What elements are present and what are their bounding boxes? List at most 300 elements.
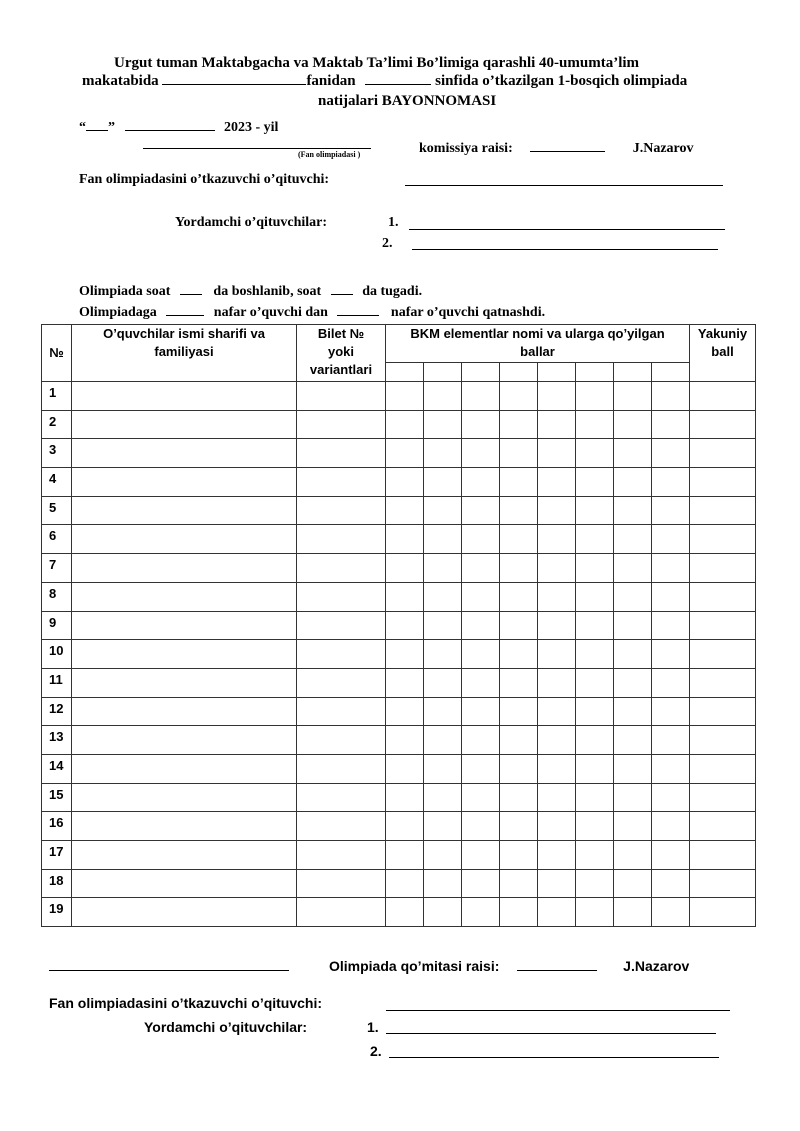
element-cell-4[interactable]	[500, 439, 538, 468]
subject-blank[interactable]	[162, 70, 306, 85]
element-cell-4[interactable]	[500, 496, 538, 525]
element-cell-8[interactable]	[652, 812, 690, 841]
ticket-cell[interactable]	[297, 410, 386, 439]
element-cell-1[interactable]	[386, 869, 424, 898]
student-name-cell[interactable]	[72, 754, 297, 783]
element-cell-6[interactable]	[576, 898, 614, 927]
start-time-blank[interactable]	[180, 280, 202, 295]
element-cell-8[interactable]	[652, 841, 690, 870]
class-blank[interactable]	[365, 70, 431, 85]
student-name-cell[interactable]	[72, 410, 297, 439]
participants-middle: nafar o’quvchi dan	[213, 305, 328, 320]
element-cell-1[interactable]	[386, 668, 424, 697]
final-score-cell[interactable]	[690, 898, 756, 927]
row-number: 13	[42, 726, 72, 755]
element-cell-8[interactable]	[652, 554, 690, 583]
element-cell-1[interactable]	[386, 611, 424, 640]
element-cell-5[interactable]	[538, 697, 576, 726]
element-cell-7[interactable]	[614, 582, 652, 611]
footer-signature-blank[interactable]	[49, 970, 289, 971]
element-cell-5[interactable]	[538, 898, 576, 927]
final-score-cell[interactable]	[690, 611, 756, 640]
element-cell-2[interactable]	[424, 496, 462, 525]
ticket-cell[interactable]	[297, 726, 386, 755]
element-cell-2[interactable]	[424, 439, 462, 468]
element-cell-2[interactable]	[424, 468, 462, 497]
element-cell-7[interactable]	[614, 611, 652, 640]
title-school-text: makatabida	[82, 73, 159, 89]
teacher-blank[interactable]	[405, 185, 723, 186]
table-row	[42, 496, 756, 525]
commission-label: komissiya raisi:	[419, 141, 513, 156]
element-cell-2[interactable]	[424, 841, 462, 870]
student-name-cell[interactable]	[72, 382, 297, 411]
row-number: 4	[42, 468, 72, 497]
row-number: 16	[42, 812, 72, 841]
element-cell-8[interactable]	[652, 668, 690, 697]
commission-signature-blank[interactable]	[530, 137, 605, 152]
final-score-cell[interactable]	[690, 410, 756, 439]
student-name-cell[interactable]	[72, 697, 297, 726]
element-cell-3[interactable]	[462, 869, 500, 898]
element-cell-2[interactable]	[424, 640, 462, 669]
element-cell-6[interactable]	[576, 841, 614, 870]
element-cell-6[interactable]	[576, 812, 614, 841]
total-count-blank[interactable]	[166, 301, 204, 316]
element-cell-6[interactable]	[576, 640, 614, 669]
element-cell-1[interactable]	[386, 382, 424, 411]
col-header-number: №	[42, 325, 72, 382]
student-name-cell[interactable]	[72, 439, 297, 468]
element-cell-5[interactable]	[538, 869, 576, 898]
element-cell-4[interactable]	[500, 582, 538, 611]
final-score-cell[interactable]	[690, 582, 756, 611]
time-line	[79, 280, 422, 300]
student-name-cell[interactable]	[72, 496, 297, 525]
ticket-cell[interactable]	[297, 439, 386, 468]
element-cell-1[interactable]	[386, 754, 424, 783]
element-col-8	[652, 363, 690, 382]
element-cell-6[interactable]	[576, 468, 614, 497]
student-name-cell[interactable]	[72, 783, 297, 812]
final-score-cell[interactable]	[690, 754, 756, 783]
footer-committee-name: J.Nazarov	[623, 958, 690, 974]
element-cell-1[interactable]	[386, 898, 424, 927]
assistants-label: Yordamchi o’qituvchilar:	[175, 215, 328, 230]
element-cell-5[interactable]	[538, 640, 576, 669]
element-cell-7[interactable]	[614, 697, 652, 726]
element-cell-4[interactable]	[500, 468, 538, 497]
final-score-cell[interactable]	[690, 554, 756, 583]
element-cell-4[interactable]	[500, 754, 538, 783]
element-cell-3[interactable]	[462, 410, 500, 439]
element-cell-3[interactable]	[462, 697, 500, 726]
student-name-cell[interactable]	[72, 812, 297, 841]
element-cell-5[interactable]	[538, 754, 576, 783]
element-cell-7[interactable]	[614, 496, 652, 525]
element-cell-3[interactable]	[462, 611, 500, 640]
element-col-7	[614, 363, 652, 382]
element-cell-2[interactable]	[424, 525, 462, 554]
date-year: 2023 - yil	[224, 120, 279, 135]
assistant-2-blank[interactable]	[412, 249, 718, 250]
element-cell-2[interactable]	[424, 783, 462, 812]
final-score-cell[interactable]	[690, 783, 756, 812]
element-cell-6[interactable]	[576, 554, 614, 583]
element-col-3	[462, 363, 500, 382]
row-number: 12	[42, 697, 72, 726]
element-cell-2[interactable]	[424, 898, 462, 927]
element-cell-2[interactable]	[424, 869, 462, 898]
element-cell-7[interactable]	[614, 468, 652, 497]
student-name-cell[interactable]	[72, 582, 297, 611]
row-number: 6	[42, 525, 72, 554]
element-cell-3[interactable]	[462, 898, 500, 927]
element-cell-6[interactable]	[576, 496, 614, 525]
time-middle-label: da boshlanib, soat	[213, 284, 322, 299]
element-cell-3[interactable]	[462, 783, 500, 812]
element-cell-4[interactable]	[500, 783, 538, 812]
element-cell-6[interactable]	[576, 697, 614, 726]
final-score-cell[interactable]	[690, 382, 756, 411]
element-cell-2[interactable]	[424, 754, 462, 783]
row-number: 2	[42, 410, 72, 439]
element-cell-4[interactable]	[500, 382, 538, 411]
element-cell-3[interactable]	[462, 496, 500, 525]
element-cell-5[interactable]	[538, 554, 576, 583]
element-cell-5[interactable]	[538, 582, 576, 611]
footer-assistant-2-blank[interactable]	[389, 1057, 719, 1058]
teacher-label: Fan olimpiadasini o’tkazuvchi o’qituvchi:	[79, 172, 330, 187]
element-cell-5[interactable]	[538, 525, 576, 554]
element-cell-6[interactable]	[576, 783, 614, 812]
footer-assistants-label: Yordamchi o’qituvchilar:	[144, 1019, 308, 1035]
element-cell-3[interactable]	[462, 640, 500, 669]
final-score-cell[interactable]	[690, 640, 756, 669]
final-score-cell[interactable]	[690, 668, 756, 697]
element-cell-4[interactable]	[500, 726, 538, 755]
element-cell-5[interactable]	[538, 812, 576, 841]
participants-end: nafar o’quvchi qatnashdi.	[390, 305, 546, 320]
element-cell-5[interactable]	[538, 439, 576, 468]
element-cell-5[interactable]	[538, 410, 576, 439]
final-score-cell[interactable]	[690, 439, 756, 468]
element-cell-3[interactable]	[462, 668, 500, 697]
ticket-cell[interactable]	[297, 754, 386, 783]
student-name-cell[interactable]	[72, 611, 297, 640]
element-cell-5[interactable]	[538, 611, 576, 640]
table-row	[42, 439, 756, 468]
final-score-cell[interactable]	[690, 841, 756, 870]
footer-assistant-2-number: 2.	[370, 1043, 382, 1059]
row-number: 8	[42, 582, 72, 611]
month-blank[interactable]	[125, 116, 215, 131]
row-number: 9	[42, 611, 72, 640]
element-cell-7[interactable]	[614, 812, 652, 841]
ticket-cell[interactable]	[297, 382, 386, 411]
table-row	[42, 841, 756, 870]
element-cell-6[interactable]	[576, 611, 614, 640]
ticket-cell[interactable]	[297, 496, 386, 525]
element-cell-6[interactable]	[576, 668, 614, 697]
element-cell-3[interactable]	[462, 439, 500, 468]
element-cell-1[interactable]	[386, 726, 424, 755]
day-blank[interactable]	[86, 116, 108, 131]
element-cell-4[interactable]	[500, 697, 538, 726]
assistant-1-number: 1.	[388, 215, 399, 230]
element-cell-7[interactable]	[614, 640, 652, 669]
element-cell-6[interactable]	[576, 869, 614, 898]
date-line	[79, 116, 278, 136]
table-row	[42, 410, 756, 439]
element-cell-5[interactable]	[538, 841, 576, 870]
student-name-cell[interactable]	[72, 640, 297, 669]
element-col-4	[500, 363, 538, 382]
element-cell-4[interactable]	[500, 640, 538, 669]
element-cell-6[interactable]	[576, 582, 614, 611]
ticket-cell[interactable]	[297, 611, 386, 640]
element-cell-2[interactable]	[424, 410, 462, 439]
student-name-cell[interactable]	[72, 468, 297, 497]
element-cell-3[interactable]	[462, 726, 500, 755]
ticket-cell[interactable]	[297, 898, 386, 927]
ticket-cell[interactable]	[297, 841, 386, 870]
element-cell-4[interactable]	[500, 668, 538, 697]
ticket-cell[interactable]	[297, 812, 386, 841]
element-cell-1[interactable]	[386, 582, 424, 611]
time-start-label: Olimpiada soat	[79, 284, 171, 299]
footer-assistant-1-number: 1.	[367, 1019, 379, 1035]
element-cell-5[interactable]	[538, 382, 576, 411]
element-cell-8[interactable]	[652, 697, 690, 726]
element-cell-4[interactable]	[500, 812, 538, 841]
ticket-cell[interactable]	[297, 525, 386, 554]
final-score-cell[interactable]	[690, 726, 756, 755]
footer-teacher-blank[interactable]	[386, 1010, 730, 1011]
table-row	[42, 898, 756, 927]
element-cell-8[interactable]	[652, 726, 690, 755]
commission-chair	[419, 137, 694, 157]
ticket-cell[interactable]	[297, 640, 386, 669]
fan-olympiad-blank[interactable]	[143, 148, 371, 149]
table-row	[42, 697, 756, 726]
element-cell-4[interactable]	[500, 525, 538, 554]
footer-committee-signature-blank[interactable]	[517, 956, 597, 971]
element-cell-8[interactable]	[652, 611, 690, 640]
row-number: 19	[42, 898, 72, 927]
row-number: 1	[42, 382, 72, 411]
element-cell-7[interactable]	[614, 525, 652, 554]
element-cell-5[interactable]	[538, 783, 576, 812]
title-line-3: natijalari BAYONNOMASI	[318, 93, 497, 109]
element-cell-7[interactable]	[614, 668, 652, 697]
element-cell-1[interactable]	[386, 439, 424, 468]
table-row	[42, 668, 756, 697]
element-cell-5[interactable]	[538, 668, 576, 697]
element-cell-3[interactable]	[462, 812, 500, 841]
element-cell-8[interactable]	[652, 496, 690, 525]
title-line-2	[82, 70, 687, 90]
footer-committee-label: Olimpiada qo’mitasi raisi:	[329, 958, 500, 974]
element-cell-4[interactable]	[500, 869, 538, 898]
element-col-2	[424, 363, 462, 382]
table-row	[42, 726, 756, 755]
table-header-row	[42, 325, 756, 363]
title-subject-text: fanidan	[306, 73, 356, 89]
ticket-cell[interactable]	[297, 697, 386, 726]
student-name-cell[interactable]	[72, 726, 297, 755]
element-cell-5[interactable]	[538, 726, 576, 755]
row-number: 3	[42, 439, 72, 468]
commission-name: J.Nazarov	[632, 141, 694, 156]
title-line-1: Urgut tuman Maktabgacha va Maktab Ta’limi Bo’limiga qarashli 40-umumta’lim	[114, 55, 640, 71]
table-row	[42, 382, 756, 411]
element-cell-7[interactable]	[614, 554, 652, 583]
student-name-cell[interactable]	[72, 668, 297, 697]
participants-label: Olimpiadaga	[79, 305, 157, 320]
element-cell-8[interactable]	[652, 382, 690, 411]
table-row	[42, 468, 756, 497]
final-score-cell[interactable]	[690, 468, 756, 497]
element-cell-6[interactable]	[576, 382, 614, 411]
element-cell-5[interactable]	[538, 496, 576, 525]
element-cell-2[interactable]	[424, 554, 462, 583]
element-cell-2[interactable]	[424, 812, 462, 841]
element-cell-3[interactable]	[462, 382, 500, 411]
element-cell-8[interactable]	[652, 468, 690, 497]
element-cell-8[interactable]	[652, 410, 690, 439]
date-close-quote: ”	[108, 120, 115, 135]
row-number: 7	[42, 554, 72, 583]
time-end-label: da tugadi.	[362, 284, 423, 299]
element-cell-2[interactable]	[424, 726, 462, 755]
ticket-cell[interactable]	[297, 468, 386, 497]
element-cell-4[interactable]	[500, 898, 538, 927]
col-header-name: O’quvchilar ismi sharifi va familiyasi	[72, 325, 297, 382]
element-cell-1[interactable]	[386, 496, 424, 525]
element-cell-8[interactable]	[652, 783, 690, 812]
element-cell-7[interactable]	[614, 841, 652, 870]
assistant-2-number: 2.	[382, 236, 393, 251]
ticket-cell[interactable]	[297, 783, 386, 812]
element-cell-6[interactable]	[576, 410, 614, 439]
element-cell-8[interactable]	[652, 525, 690, 554]
element-cell-8[interactable]	[652, 582, 690, 611]
footer-teacher-label: Fan olimpiadasini o’tkazuvchi o’qituvchi:	[49, 995, 323, 1011]
table-row	[42, 812, 756, 841]
element-cell-2[interactable]	[424, 668, 462, 697]
element-cell-5[interactable]	[538, 468, 576, 497]
row-number: 10	[42, 640, 72, 669]
final-score-cell[interactable]	[690, 869, 756, 898]
element-cell-6[interactable]	[576, 726, 614, 755]
ticket-cell[interactable]	[297, 582, 386, 611]
participated-count-blank[interactable]	[337, 301, 379, 316]
element-cell-7[interactable]	[614, 439, 652, 468]
element-cell-6[interactable]	[576, 439, 614, 468]
element-cell-7[interactable]	[614, 382, 652, 411]
element-cell-8[interactable]	[652, 869, 690, 898]
table-row	[42, 582, 756, 611]
student-name-cell[interactable]	[72, 554, 297, 583]
element-cell-3[interactable]	[462, 525, 500, 554]
table-row	[42, 554, 756, 583]
element-cell-4[interactable]	[500, 554, 538, 583]
element-cell-4[interactable]	[500, 841, 538, 870]
assistant-1-blank[interactable]	[409, 229, 725, 230]
element-cell-7[interactable]	[614, 726, 652, 755]
footer-committee	[329, 956, 689, 974]
final-score-cell[interactable]	[690, 697, 756, 726]
final-score-cell[interactable]	[690, 525, 756, 554]
ticket-cell[interactable]	[297, 668, 386, 697]
student-name-cell[interactable]	[72, 525, 297, 554]
element-cell-3[interactable]	[462, 554, 500, 583]
element-cell-7[interactable]	[614, 783, 652, 812]
element-col-1	[386, 363, 424, 382]
element-cell-1[interactable]	[386, 783, 424, 812]
element-cell-1[interactable]	[386, 468, 424, 497]
element-cell-1[interactable]	[386, 410, 424, 439]
element-cell-1[interactable]	[386, 554, 424, 583]
final-score-cell[interactable]	[690, 496, 756, 525]
element-cell-7[interactable]	[614, 754, 652, 783]
element-cell-2[interactable]	[424, 382, 462, 411]
student-name-cell[interactable]	[72, 841, 297, 870]
element-cell-3[interactable]	[462, 754, 500, 783]
element-cell-6[interactable]	[576, 754, 614, 783]
element-cell-8[interactable]	[652, 640, 690, 669]
title-class-text: sinfida o’tkazilgan 1-bosqich olimpiada	[435, 73, 688, 89]
element-cell-8[interactable]	[652, 754, 690, 783]
element-cell-6[interactable]	[576, 525, 614, 554]
student-name-cell[interactable]	[72, 869, 297, 898]
ticket-cell[interactable]	[297, 554, 386, 583]
element-cell-7[interactable]	[614, 869, 652, 898]
student-name-cell[interactable]	[72, 898, 297, 927]
element-cell-7[interactable]	[614, 898, 652, 927]
table-row	[42, 611, 756, 640]
element-cell-8[interactable]	[652, 439, 690, 468]
element-cell-4[interactable]	[500, 611, 538, 640]
element-cell-4[interactable]	[500, 410, 538, 439]
element-cell-3[interactable]	[462, 468, 500, 497]
element-cell-2[interactable]	[424, 697, 462, 726]
element-cell-2[interactable]	[424, 582, 462, 611]
row-number: 15	[42, 783, 72, 812]
table-row	[42, 869, 756, 898]
element-cell-2[interactable]	[424, 611, 462, 640]
element-cell-1[interactable]	[386, 812, 424, 841]
end-time-blank[interactable]	[331, 280, 353, 295]
element-cell-3[interactable]	[462, 841, 500, 870]
element-cell-8[interactable]	[652, 898, 690, 927]
row-number: 18	[42, 869, 72, 898]
element-cell-1[interactable]	[386, 697, 424, 726]
ticket-cell[interactable]	[297, 869, 386, 898]
table-row	[42, 783, 756, 812]
row-number: 17	[42, 841, 72, 870]
participants-line	[79, 301, 545, 321]
element-cell-7[interactable]	[614, 410, 652, 439]
table-row	[42, 754, 756, 783]
final-score-cell[interactable]	[690, 812, 756, 841]
element-cell-1[interactable]	[386, 525, 424, 554]
footer-assistant-1-blank[interactable]	[386, 1033, 716, 1034]
element-cell-3[interactable]	[462, 582, 500, 611]
element-cell-1[interactable]	[386, 640, 424, 669]
element-cell-1[interactable]	[386, 841, 424, 870]
